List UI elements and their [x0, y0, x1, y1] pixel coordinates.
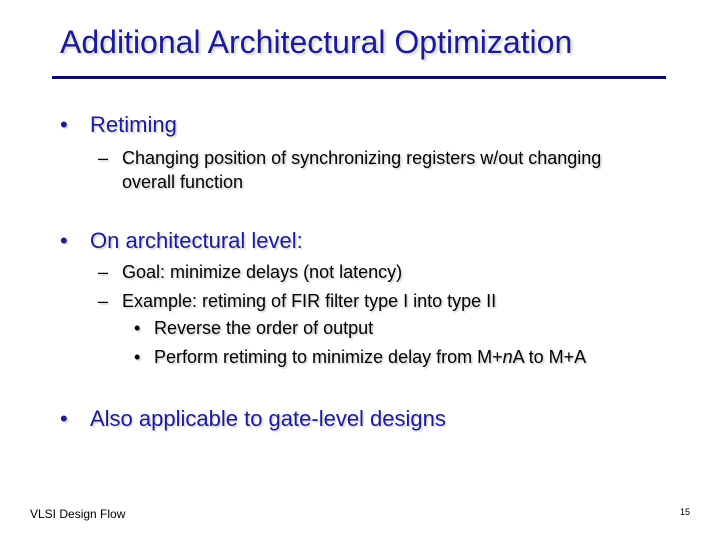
- bullet-icon: •: [60, 112, 68, 137]
- footer-title: VLSI Design Flow: [30, 507, 126, 521]
- bullet-icon: •: [60, 228, 68, 253]
- bullet-icon: •: [134, 347, 141, 367]
- dash-icon: –: [98, 262, 109, 282]
- sub-bullet-goal: [98, 260, 402, 284]
- sub-bullet-text-line2: overall function: [122, 172, 244, 192]
- sub-sub-bullet-text-pre: Perform retiming to minimize delay from M+: [154, 347, 503, 367]
- sub-sub-bullet-text-italic: n: [502, 347, 513, 367]
- sub-sub-bullet-perform-retiming: [134, 347, 586, 368]
- bullet-text: Also applicable to gate-level designs: [90, 406, 446, 431]
- sub-bullet-retiming-definition: [98, 146, 601, 194]
- bullet-text: On architectural level:: [90, 228, 303, 253]
- sub-bullet-text: Goal: minimize delays (not latency): [122, 262, 403, 282]
- dash-icon: –: [98, 291, 109, 311]
- sub-sub-bullet-text-post: A to M+A: [512, 347, 587, 367]
- sub-bullet-text-line1: Changing position of synchronizing registers w/out changing: [122, 148, 602, 168]
- dash-icon: –: [98, 148, 109, 168]
- bullet-architectural-level: [60, 228, 303, 254]
- page-number: 15: [680, 507, 691, 517]
- bullet-gate-level: [60, 406, 446, 432]
- slide-title: Additional Architectural Optimization: [60, 24, 573, 60]
- bullet-icon: •: [60, 406, 68, 431]
- sub-sub-bullet-text: Reverse the order of output: [154, 318, 374, 338]
- sub-sub-bullet-reverse-order: [134, 318, 373, 339]
- sub-bullet-example: [98, 289, 496, 313]
- bullet-icon: •: [134, 318, 141, 338]
- bullet-text: Retiming: [90, 112, 177, 137]
- sub-bullet-text: Example: retiming of FIR filter type I into type II: [122, 291, 497, 311]
- bullet-retiming: [60, 112, 177, 138]
- title-underline: [52, 76, 666, 79]
